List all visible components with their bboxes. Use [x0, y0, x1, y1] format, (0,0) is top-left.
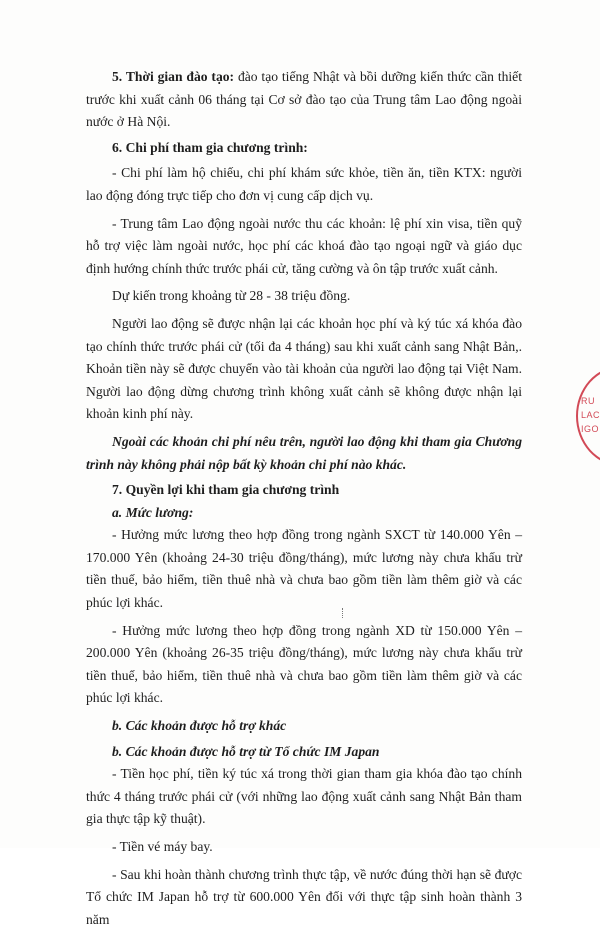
stamp-text-line-1: RU — [581, 396, 595, 406]
document-body — [86, 66, 522, 931]
red-stamp-fragment — [572, 366, 600, 468]
wage-paragraph-sxct: - Hưởng mức lương theo hợp đồng trong ngành SXCT từ 140.000 Yên – 170.000 Yên (khoảng 24-30 triệu đồng/tháng), mức lương này chưa khấu trừ tiền thuế, bảo hiểm, tiền thuê nhà và chưa bao gồm tiền làm thêm giờ và các phúc lợi khác. — [86, 527, 522, 611]
section-7b-im-japan-heading: b. Các khoản được hỗ trợ từ Tổ chức IM Japan — [112, 743, 380, 759]
support-paragraph-completion: - Sau khi hoàn thành chương trình thực tập, về nước đúng thời hạn sẽ được Tổ chức IM Japan hỗ trợ từ 600.000 Yên đối với thực tập sinh hoàn thành 3 năm — [86, 866, 522, 927]
section-6-note: Ngoài các khoản chi phí nêu trên, người lao động khi tham gia Chương trình này không phải nộp bất kỳ khoản chi phí nào khác. — [86, 433, 522, 472]
section-7b-other-support-heading: b. Các khoản được hỗ trợ khác — [112, 718, 287, 734]
section-5-heading: 5. Thời gian đào tạo: — [112, 69, 235, 84]
section-6-paragraph-2: - Trung tâm Lao động ngoài nước thu các khoản: lệ phí xin visa, tiền quỹ hỗ trợ việc làm ngoài nước, học phí các khoá đào tạo ngoại ngữ và giáo dục định hướng chính thức trước phái cử, tăng cường và ôn tập trước xuất cảnh. — [86, 215, 522, 276]
wage-paragraph-xd: - Hưởng mức lương theo hợp đồng trong ngành XD từ 150.000 Yên – 200.000 Yên (khoảng 26-35 triệu đồng/tháng), mức lương này chưa khấu trừ tiền thuế, bảo hiểm, tiền thuê nhà và chưa bao gồm tiền làm thêm giờ và các phúc lợi khác. — [86, 622, 522, 706]
section-5-text: đào tạo tiếng Nhật và bồi dưỡng kiến thức cần thiết trước khi xuất cảnh 06 tháng tại Cơ sở đào tạo của Trung tâm Lao động ngoài nước ở Hà Nội. — [86, 69, 522, 130]
support-paragraph-tuition: - Tiền học phí, tiền ký túc xá trong thời gian tham gia khóa đào tạo chính thức 4 tháng trước phái cử (với những lao động xuất cảnh sang Nhật Bản tham gia thực tập kỹ thuật). — [86, 766, 522, 827]
section-5-paragraph — [86, 66, 522, 134]
stamp-text-line-3: IGO — [581, 424, 600, 434]
scan-speck — [342, 608, 345, 618]
section-6-paragraph-1: - Chi phí làm hộ chiếu, chi phí khám sức khỏe, tiền ăn, tiền KTX: người lao động đóng trực tiếp cho đơn vị cung cấp dịch vụ. — [86, 165, 522, 203]
section-7a-heading: a. Mức lương: — [112, 504, 194, 520]
stamp-text-line-2: LAC — [581, 410, 600, 420]
section-7-heading: 7. Quyền lợi khi tham gia chương trình — [112, 482, 340, 498]
section-6-paragraph-3: Dự kiến trong khoảng từ 28 - 38 triệu đồng. — [112, 288, 351, 304]
section-6-paragraph-4: Người lao động sẽ được nhận lại các khoản học phí và ký túc xá khóa đào tạo chính thức trước phái cử (tối đa 4 tháng) sau khi xuất cảnh sang Nhật Bản,. Khoản tiền này sẽ được chuyển vào tài khoản của người lao động tại Việt Nam. Người lao động dừng chương trình không xuất cảnh sẽ không được nhận lại khoản kinh phí này. — [86, 315, 522, 422]
support-paragraph-airfare: - Tiền vé máy bay. — [112, 839, 213, 854]
section-6-heading: 6. Chi phí tham gia chương trình: — [112, 139, 308, 155]
